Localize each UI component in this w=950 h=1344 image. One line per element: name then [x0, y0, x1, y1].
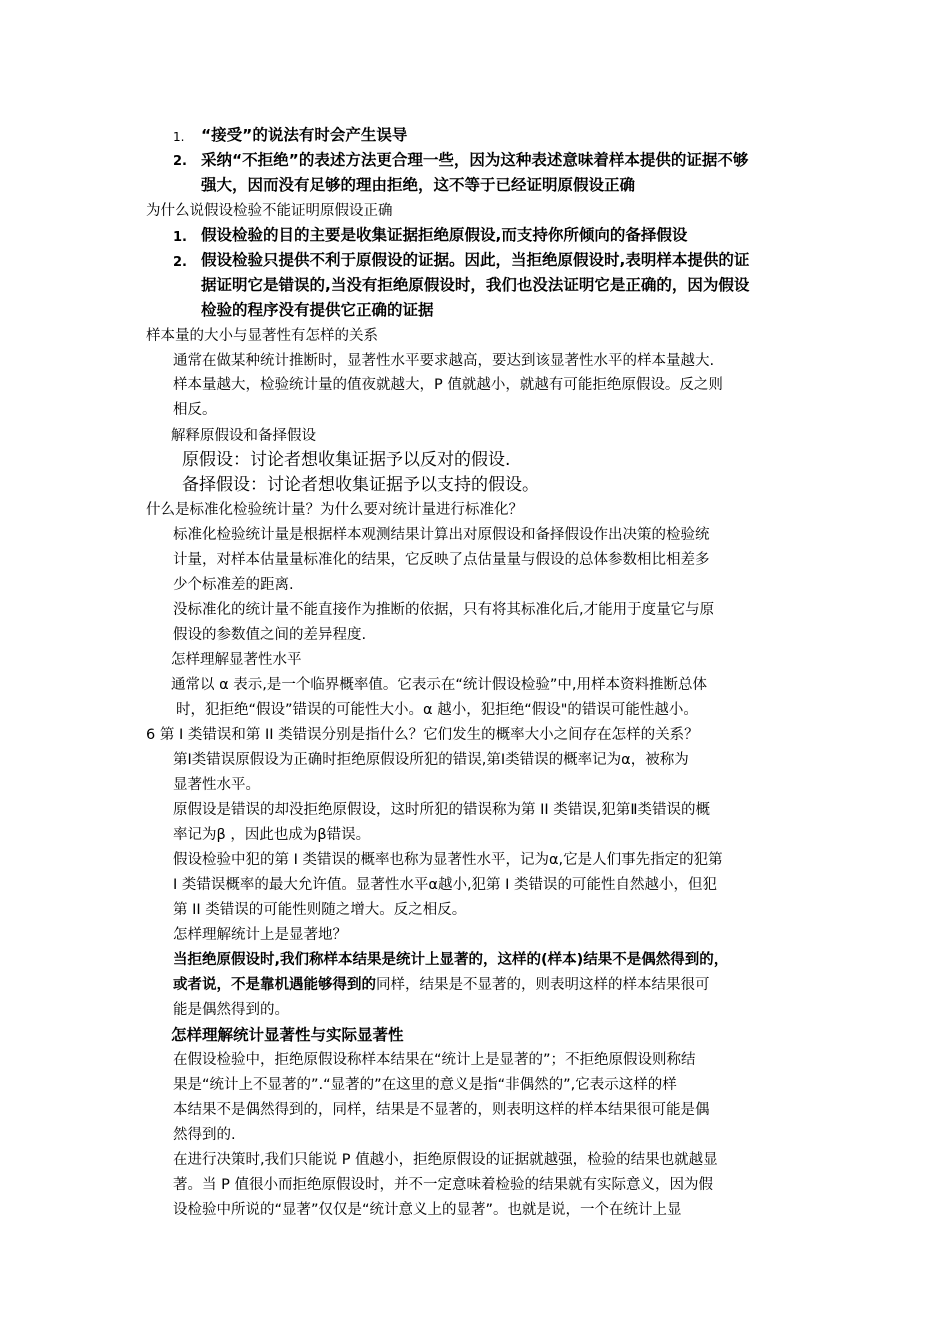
section-heading: 怎样理解统计上是显著地？ [173, 927, 347, 943]
section-heading: 6 第 I 类错误和第 II 类错误分别是指什么？它们发生的概率大小之间存在怎样的关系？ [146, 727, 699, 743]
paragraph-line: I 类错误概率的最大允许值。显著性水平α越小,犯第 I 类错误的可能性自然越小，但犯 [173, 877, 718, 893]
paragraph-line: 能是偶然得到的。 [173, 1002, 289, 1018]
paragraph-line: 没标准化的统计量不能直接作为推断的依据，只有将其标准化后,才能用于度量它与原 [173, 602, 715, 618]
paragraph-line: 计量，对样本估量量标准化的结果，它反映了点估量量与假设的总体参数相比相差多 [173, 552, 710, 568]
list-item-text: 据证明它是错误的,当没有拒绝原假设时，我们也没法证明它是正确的，因为假设 [201, 276, 750, 294]
paragraph-line: 果是“统计上不显著的”.“显著的”在这里的意义是指“非偶然的”,它表示这样的样 [173, 1077, 677, 1093]
list-marker: 2. [173, 255, 187, 270]
paragraph-line: 设检验中所说的“显著”仅仅是“统计意义上的显著”。也就是说，一个在统计上显 [173, 1202, 682, 1218]
list-item-text: 假设检验只提供不利于原假设的证据。因此，当拒绝原假设时,表明样本提供的证 [201, 251, 750, 269]
section-heading: 样本量的大小与显著性有怎样的关系 [146, 328, 378, 344]
paragraph-line: 通常在做某种统计推断时，显著性水平要求越高，要达到该显著性水平的样本量越大. [173, 353, 715, 369]
null-hypothesis-definition: 原假设：讨论者想收集证据予以反对的假设. [182, 450, 511, 470]
section-heading-bold: 怎样理解统计显著性与实际显著性 [171, 1026, 404, 1044]
paragraph-line-bold: 当拒绝原假设时,我们称样本结果是统计上显著的，这样的(样本)结果不是偶然得到的， [173, 952, 729, 968]
list-item-text: 检验的程序没有提供它正确的证据 [201, 301, 434, 319]
list-marker: 1. [173, 230, 187, 245]
paragraph-plain-fragment: 同样，结果是不显著的，则表明这样的样本结果很可 [376, 977, 710, 993]
paragraph-line: 样本量越大，检验统计量的值夜就越大，P 值就越小，就越有可能拒绝原假设。反之则 [173, 377, 723, 393]
paragraph-line: 本结果不是偶然得到的，同样，结果是不显著的，则表明这样的样本结果很可能是偶 [173, 1102, 710, 1118]
alternative-hypothesis-definition: 备择假设：讨论者想收集证据予以支持的假设。 [182, 475, 539, 495]
paragraph-bold-fragment: 或者说，不是靠机遇能够得到的 [173, 977, 376, 993]
paragraph-line: 时，犯拒绝“假设”错误的可能性大小。α 越小，犯拒绝“假设"的错误可能性越小。 [176, 702, 698, 718]
paragraph-line: 假设的参数值之间的差异程度. [173, 627, 367, 643]
paragraph-line: 在进行决策时,我们只能说 P 值越小，拒绝原假设的证据就越强，检验的结果也就越显 [173, 1152, 718, 1168]
paragraph-line: 相反。 [173, 402, 217, 418]
list-item-text: 假设检验的目的主要是收集证据拒绝原假设,而支持你所倾向的备择假设 [201, 226, 688, 244]
list-item-text: 强大，因而没有足够的理由拒绝，这不等于已经证明原假设正确 [201, 176, 636, 194]
paragraph-line: 少个标准差的距离. [173, 577, 294, 593]
section-heading: 怎样理解显著性水平 [171, 652, 302, 668]
list-item-text: “接受”的说法有时会产生误导 [201, 126, 408, 144]
section-heading: 解释原假设和备择假设 [171, 428, 316, 444]
paragraph-line: 率记为β ，因此也成为β错误。 [173, 827, 371, 843]
paragraph-line: 原假设是错误的却没拒绝原假设，这时所犯的错误称为第 II 类错误,犯第Ⅱ类错误的概 [173, 802, 711, 818]
section-heading: 为什么说假设检验不能证明原假设正确 [146, 203, 393, 219]
paragraph-line: 通常以 α 表示,是一个临界概率值。它表示在“统计假设检验”中,用样本资料推断总体 [171, 677, 708, 693]
paragraph-line: 标准化检验统计量是根据样本观测结果计算出对原假设和备择假设作出决策的检验统 [173, 527, 710, 543]
list-marker: 2. [173, 154, 187, 169]
list-item-text: 采纳“不拒绝”的表述方法更合理一些，因为这种表述意味着样本提供的证据不够 [201, 151, 749, 169]
paragraph-line-mixed [173, 978, 710, 993]
paragraph-line: 显著性水平。 [173, 777, 260, 793]
paragraph-line: 第Ⅰ类错误原假设为正确时拒绝原假设所犯的错误,第Ⅰ类错误的概率记为α，被称为 [173, 752, 689, 768]
paragraph-line: 著。当 P 值很小而拒绝原假设时，并不一定意味着检验的结果就有实际意义，因为假 [173, 1177, 713, 1193]
paragraph-line: 在假设检验中，拒绝原假设称样本结果在“统计上是显著的”；不拒绝原假设则称结 [173, 1052, 696, 1068]
section-heading: 什么是标准化检验统计量？为什么要对统计量进行标准化？ [146, 502, 523, 518]
paragraph-line: 第 II 类错误的可能性则随之增大。反之相反。 [173, 902, 467, 918]
paragraph-line: 假设检验中犯的第 I 类错误的概率也称为显著性水平，记为α,它是人们事先指定的犯第 [173, 852, 723, 868]
list-marker: 1. [173, 130, 185, 144]
paragraph-line: 然得到的. [173, 1127, 236, 1143]
